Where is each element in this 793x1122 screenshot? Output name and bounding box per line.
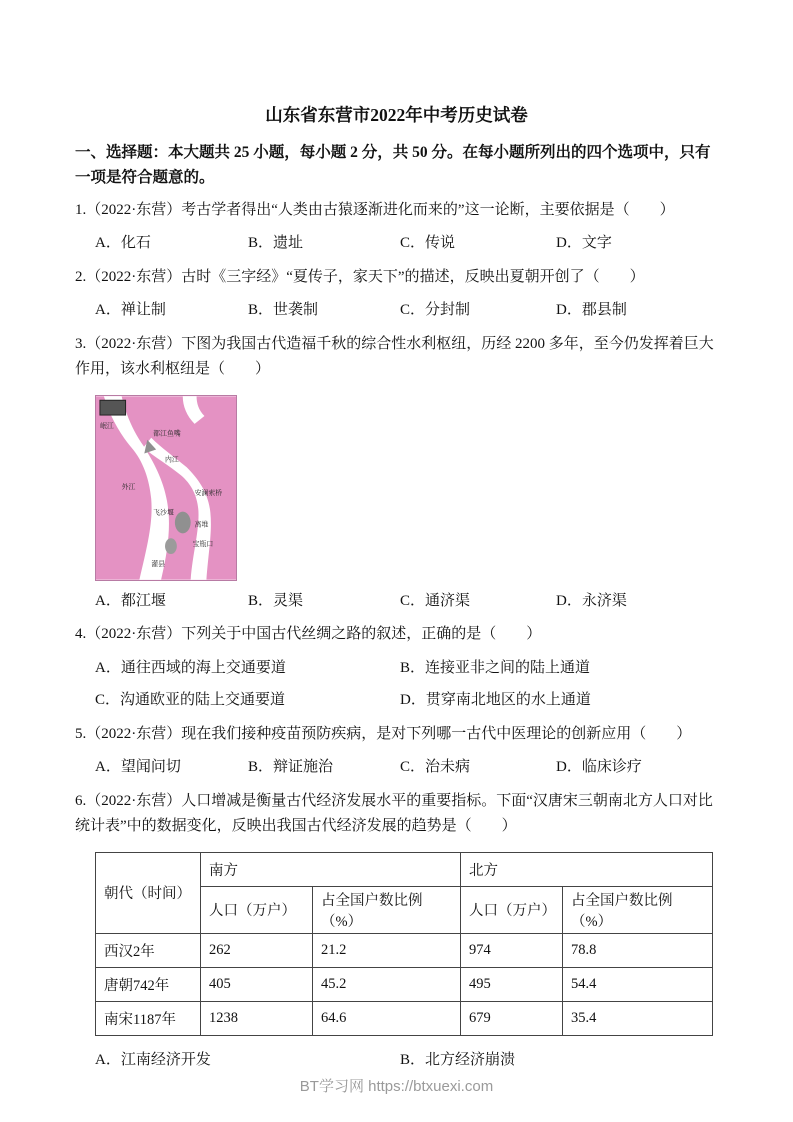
map-legend-box	[100, 400, 126, 415]
question-3-options	[75, 589, 718, 615]
option-d: D．郡县制	[556, 302, 627, 319]
map-label-anlan-bridge: 安澜索桥	[194, 489, 223, 497]
cell-south-pop: 405	[201, 967, 313, 1001]
option-c: C．传说	[400, 235, 456, 252]
option-b: B．灵渠	[248, 592, 304, 609]
question-5-stem: 5.（2022·东营）现在我们接种疫苗预防疾病，是对下列哪一古代中医理论的创新应用（ ）	[75, 725, 692, 742]
population-table	[95, 852, 713, 1036]
option-b: B．遗址	[248, 235, 304, 252]
table-row	[96, 967, 713, 1001]
cell-north-ratio: 35.4	[563, 1001, 713, 1035]
town-patch	[165, 538, 177, 554]
cell-north-ratio: 78.8	[563, 933, 713, 967]
cell-north-ratio: 54.4	[563, 967, 713, 1001]
cell-south-ratio: 45.2	[313, 967, 461, 1001]
option-b: B．辩证施治	[248, 759, 334, 776]
map-label-baopingkou: 宝瓶口	[192, 541, 214, 549]
question-1-stem: 1.（2022·东营）考古学者得出“人类由古猿逐渐进化而来的”这一论断，主要依据是（ ）	[75, 201, 675, 218]
lidui-islet	[175, 512, 191, 534]
cell-north-pop: 495	[461, 967, 563, 1001]
option-c: C．分封制	[400, 302, 471, 319]
question-1	[75, 198, 718, 257]
cell-south-ratio: 64.6	[313, 1001, 461, 1035]
cell-north-pop: 679	[461, 1001, 563, 1035]
map-label-guanxian: 灌县	[151, 560, 165, 568]
map-label-minjiang: 岷江	[99, 422, 114, 430]
question-1-options	[75, 231, 718, 257]
map-label-waijiang: 外江	[121, 483, 136, 491]
question-3	[75, 332, 718, 615]
subheader-south-pop: 人口（万户）	[201, 886, 313, 933]
question-4-stem: 4.（2022·东营）下列关于中国古代丝绸之路的叙述，正确的是（ ）	[75, 626, 542, 643]
option-d: D．贯穿南北地区的水上通道	[400, 692, 591, 709]
question-6-options	[75, 1048, 718, 1074]
option-c: C．通济渠	[400, 592, 471, 609]
option-a: A．禅让制	[95, 302, 166, 319]
question-3-stem: 3.（2022·东营）下图为我国古代造福千秋的综合性水利枢纽，历经 2200 多年，至今仍发挥着巨大作用，该水利枢纽是（ ）	[75, 335, 714, 378]
question-2-options	[75, 298, 718, 324]
header-dynasty: 朝代（时间）	[96, 852, 201, 933]
option-a: A．江南经济开发	[95, 1051, 211, 1068]
question-2	[75, 265, 718, 324]
cell-dynasty: 南宋1187年	[96, 1001, 201, 1035]
table-row	[96, 1001, 713, 1035]
cell-south-pop: 262	[201, 933, 313, 967]
question-4-options	[75, 656, 718, 714]
map-label-yuzui: 都江鱼嘴	[153, 430, 181, 438]
option-b: B．世袭制	[248, 302, 319, 319]
cell-south-ratio: 21.2	[313, 933, 461, 967]
option-b: B．北方经济崩溃	[400, 1051, 516, 1068]
option-d: D．永济渠	[556, 592, 627, 609]
map-label-neijiang: 内江	[165, 456, 179, 464]
question-4	[75, 622, 718, 714]
option-d: D．文字	[556, 235, 612, 252]
page-title: 山东省东营市2022年中考历史试卷	[265, 105, 528, 125]
section-header: 一、选择题：本大题共 25 小题，每小题 2 分，共 50 分。在每小题所列出的四个选项中，只有一项是符合题意的。	[75, 143, 711, 186]
question-5-options	[75, 755, 718, 781]
question-6	[75, 789, 718, 1074]
dujiangyan-map-svg	[95, 395, 237, 581]
map-label-lidui: 离堆	[194, 521, 209, 529]
subheader-south-ratio: 占全国户数比例（%）	[313, 886, 461, 933]
option-c: C．治未病	[400, 759, 471, 776]
cell-south-pop: 1238	[201, 1001, 313, 1035]
option-a: A．通往西域的海上交通要道	[95, 659, 286, 676]
option-b: B．连接亚非之间的陆上通道	[400, 659, 591, 676]
cell-dynasty: 西汉2年	[96, 933, 201, 967]
question-2-stem: 2.（2022·东营）古时《三字经》“夏传子，家天下”的描述，反映出夏朝开创了（ ）	[75, 268, 645, 285]
option-a: A．都江堰	[95, 592, 166, 609]
footer-watermark: BT学习网 https://btxuexi.com	[299, 1078, 494, 1095]
map-label-feishayan: 飞沙堰	[153, 509, 174, 517]
header-north: 北方	[461, 852, 713, 886]
question-6-stem: 6.（2022·东营）人口增减是衡量古代经济发展水平的重要指标。下面“汉唐宋三朝南北方人口对比统计表”中的数据变化，反映出我国古代经济发展的趋势是（ ）	[75, 792, 713, 835]
option-d: D．临床诊疗	[556, 759, 642, 776]
table-header-row-1	[96, 852, 713, 886]
question-5	[75, 722, 718, 781]
option-c: C．沟通欧亚的陆上交通要道	[95, 692, 286, 709]
table-row	[96, 933, 713, 967]
subheader-north-pop: 人口（万户）	[461, 886, 563, 933]
cell-dynasty: 唐朝742年	[96, 967, 201, 1001]
header-south: 南方	[201, 852, 461, 886]
option-a: A．望闻问切	[95, 759, 181, 776]
cell-north-pop: 974	[461, 933, 563, 967]
option-a: A．化石	[95, 235, 151, 252]
subheader-north-ratio: 占全国户数比例（%）	[563, 886, 713, 933]
dujiangyan-map	[95, 395, 237, 581]
